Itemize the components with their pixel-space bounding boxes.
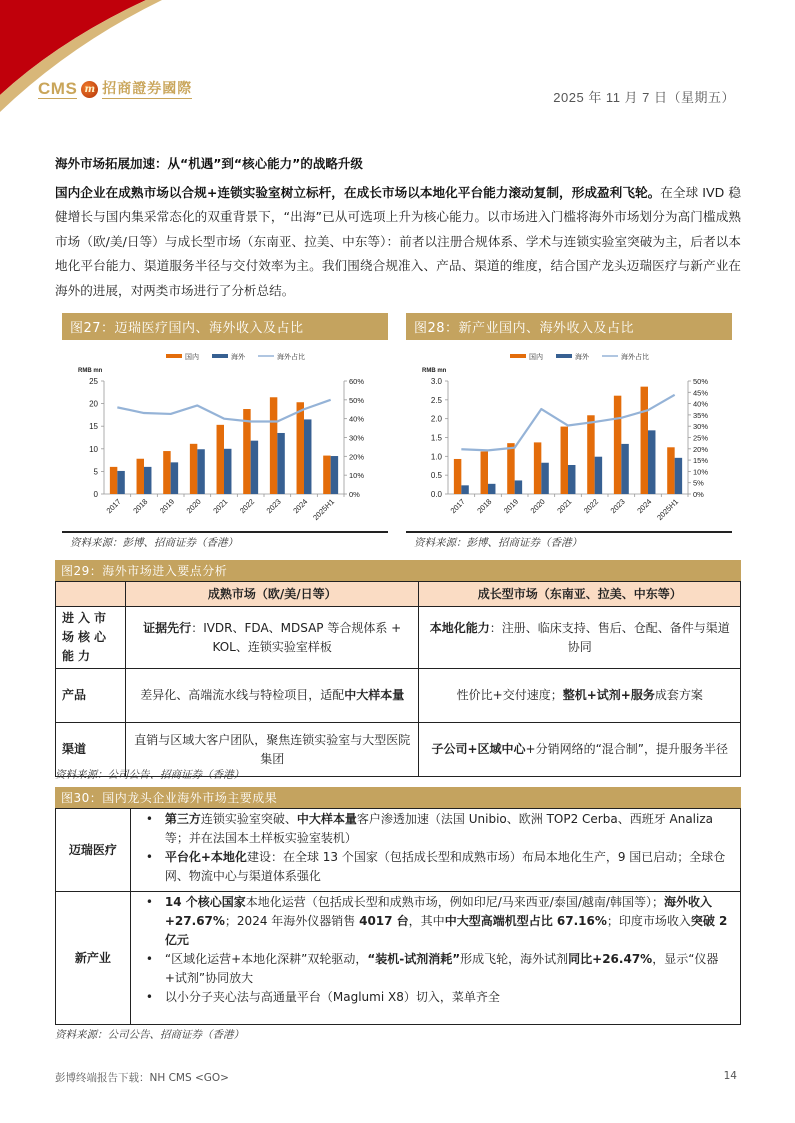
- svg-text:20%: 20%: [349, 452, 365, 462]
- svg-text:3.0: 3.0: [430, 377, 442, 386]
- cell-bold: 本地化能力: [429, 620, 490, 635]
- svg-text:60%: 60%: [349, 377, 365, 386]
- report-date: 2025 年 11 月 7 日（星期五）: [553, 90, 735, 105]
- cell-text: 成套方案: [654, 688, 703, 702]
- table-header-row: [56, 582, 741, 607]
- bold-text: 同比+26.47%: [568, 952, 653, 966]
- svg-text:海外: 海外: [231, 354, 245, 361]
- svg-text:10%: 10%: [693, 467, 709, 477]
- svg-text:海外: 海外: [575, 354, 589, 361]
- cell-text: 性价比+交付速度；: [456, 688, 563, 702]
- logo-cms-text: CMS: [38, 78, 78, 98]
- figure-28-source: 资料来源：彭博、招商证券（香港）: [414, 537, 582, 549]
- footer-bloomberg-note: 彭博终端报告下载：NH CMS <GO>: [55, 1072, 229, 1084]
- svg-text:0%: 0%: [349, 490, 360, 499]
- bullet-list: [131, 892, 740, 1007]
- market-entry-table: [55, 581, 741, 777]
- svg-text:2021: 2021: [211, 497, 230, 516]
- cell-text: 差异化、高端流水线与特检项目，适配: [140, 688, 345, 702]
- svg-text:25%: 25%: [693, 433, 709, 443]
- bullet-list: [131, 809, 740, 886]
- svg-text:0.5: 0.5: [430, 471, 442, 481]
- bullet-item: [143, 950, 730, 988]
- svg-text:2023: 2023: [264, 497, 283, 516]
- table-row: [56, 892, 741, 1025]
- text: ，显示“仪器+试剂”协同放大: [164, 952, 719, 985]
- logo-badge-icon: m: [81, 81, 98, 98]
- svg-text:2023: 2023: [608, 497, 627, 516]
- text: ；印度市场收入: [606, 914, 691, 928]
- svg-text:2.0: 2.0: [430, 414, 442, 424]
- svg-text:15%: 15%: [693, 456, 709, 466]
- svg-text:0: 0: [93, 490, 98, 499]
- svg-text:20%: 20%: [693, 444, 709, 454]
- svg-text:40%: 40%: [693, 399, 709, 409]
- bold-text: “装机-试剂消耗”: [367, 952, 461, 966]
- svg-text:国内: 国内: [529, 354, 543, 361]
- svg-text:2025H1: 2025H1: [311, 497, 337, 522]
- svg-text:海外占比: 海外占比: [277, 354, 305, 361]
- svg-text:50%: 50%: [349, 395, 365, 405]
- figure-27-title: 图27：迈瑞医疗国内、海外收入及占比: [62, 313, 388, 340]
- svg-text:2021: 2021: [555, 497, 574, 516]
- figure-27-source: 资料来源：彭博、招商证券（香港）: [70, 537, 238, 549]
- figure-30-source: 资料来源：公司公告、招商证券（香港）: [55, 1029, 244, 1041]
- svg-text:2022: 2022: [237, 497, 257, 516]
- svg-text:45%: 45%: [693, 388, 709, 398]
- svg-text:10: 10: [89, 444, 98, 454]
- svg-text:5: 5: [93, 467, 98, 477]
- section-title: 海外市场拓展加速：从“机遇”到“核心能力”的战略升级: [55, 156, 363, 171]
- text: “区域化运营+本地化深耕”双轮驱动，: [164, 952, 368, 966]
- text: ，其中: [408, 914, 445, 928]
- intro-paragraph: [55, 181, 741, 303]
- bold-text: 突破 2 亿元: [164, 914, 728, 947]
- cell-bold: 中大样本量: [344, 688, 405, 702]
- svg-text:1.5: 1.5: [430, 433, 442, 443]
- source-divider: [62, 531, 388, 533]
- cell-text: ：注册、临床支持、售后、仓配、备件与渠道协同: [489, 620, 730, 654]
- row-label: 渠道: [56, 723, 126, 777]
- table-cell: [419, 723, 741, 777]
- bullet-item: [143, 988, 730, 1007]
- svg-text:5%: 5%: [693, 478, 704, 488]
- svg-text:2025H1: 2025H1: [655, 497, 681, 522]
- svg-text:10%: 10%: [349, 471, 365, 481]
- svg-text:2020: 2020: [528, 497, 547, 516]
- table-cell: [130, 892, 740, 1025]
- bold-text: 中大样本量: [296, 812, 357, 826]
- cell-text: ：IVDR、FDA、MDSAP 等合规体系 + KOL、连锁实验室样板: [191, 620, 402, 654]
- logo-chinese-text: 招商證券國際: [102, 80, 193, 97]
- row-label: 进入市场核心能力: [56, 607, 126, 669]
- bold-text: 4017 台: [359, 914, 409, 928]
- svg-text:2024: 2024: [291, 497, 310, 516]
- table-cell: [419, 669, 741, 723]
- bullet-item: [143, 893, 730, 950]
- bold-text: 中大型高端机型占比 67.16%: [444, 914, 607, 928]
- svg-text:30%: 30%: [693, 422, 709, 432]
- svg-text:15: 15: [89, 422, 98, 432]
- overseas-results-table: [55, 808, 741, 1025]
- svg-text:2017: 2017: [448, 497, 467, 516]
- svg-text:2019: 2019: [501, 497, 521, 516]
- svg-text:2018: 2018: [131, 497, 150, 516]
- cell-text: +分销网络的“混合制”，提升服务半径: [525, 742, 729, 756]
- svg-text:国内: 国内: [185, 354, 199, 361]
- text: 形成飞轮，海外试剂: [460, 952, 569, 966]
- svg-text:40%: 40%: [349, 414, 365, 424]
- table-header-cell: 成熟市场（欧/美/日等）: [125, 582, 419, 607]
- text: ；2024 年海外仪器销售: [224, 914, 360, 928]
- table-cell: [125, 669, 419, 723]
- bullet-item: [143, 810, 730, 848]
- text: 本地化运营（包括成长型和成熟市场，例如印尼/马来西亚/泰国/越南/韩国等）；: [245, 895, 664, 909]
- svg-text:2022: 2022: [581, 497, 601, 516]
- svg-text:0.0: 0.0: [430, 490, 442, 499]
- svg-text:1.0: 1.0: [430, 452, 442, 462]
- cell-bold: 子公司+区域中心: [431, 742, 526, 756]
- text: 建设：在全球 13 个国家（包括成长型和成熟市场）布局本地化生产，9 国已启动；全球仓网、物流中心与渠道体系强化: [164, 850, 726, 883]
- figure-29-title: 图29：海外市场进入要点分析: [55, 560, 741, 581]
- svg-text:2.5: 2.5: [430, 395, 442, 405]
- svg-text:50%: 50%: [693, 377, 709, 386]
- svg-text:2017: 2017: [104, 497, 123, 516]
- table-header-cell: [56, 582, 126, 607]
- figure-29-source: 资料来源：公司公告、招商证券（香港）: [55, 769, 244, 781]
- table-cell: [125, 607, 419, 669]
- svg-text:35%: 35%: [693, 410, 709, 420]
- svg-text:30%: 30%: [349, 433, 365, 443]
- para-body: 在全球 IVD 稳健增长与国内集采常态化的双重背景下，“出海”已从可选项上升为核心能力。以市场进入门槛将海外市场划分为高门槛成熟市场（欧/美/日等）与成长型市场（东南亚、拉美、中东等）：前者以注册合规体系、学术与连锁实验室突破为主，后者以本地化平台能力、渠道服务半径与交付效率为主。我们围绕合规准入、产品、渠道的维度，结合国产龙头迈瑞医疗与新产业在海外的进展，对两类市场进行了分析总结。: [55, 185, 741, 298]
- header-curve-decoration: [0, 0, 460, 130]
- para-bold-lead: 国内企业在成熟市场以合规+连锁实验室树立标杆，在成长市场以本地化平台能力滚动复制，形成盈利飞轮。: [55, 185, 661, 200]
- svg-text:RMB mn: RMB mn: [78, 368, 103, 374]
- text: 以小分子夹心法与高通量平台（Maglumi X8）切入，菜单齐全: [164, 990, 500, 1004]
- svg-text:RMB mn: RMB mn: [422, 368, 447, 374]
- table-row: [56, 669, 741, 723]
- figure-28-chart: [406, 340, 732, 530]
- row-label: 迈瑞医疗: [56, 809, 131, 892]
- text: 连锁实验室突破、: [200, 812, 297, 826]
- svg-text:2018: 2018: [475, 497, 494, 516]
- svg-text:2020: 2020: [184, 497, 203, 516]
- svg-text:0%: 0%: [693, 490, 704, 499]
- svg-text:2019: 2019: [157, 497, 177, 516]
- table-header-cell: 成长型市场（东南亚、拉美、中东等）: [419, 582, 741, 607]
- bold-text: 平台化+本地化: [164, 850, 247, 864]
- page-number: 14: [723, 1070, 737, 1082]
- svg-text:2024: 2024: [635, 497, 654, 516]
- table-row: [56, 607, 741, 669]
- bold-text: 14 个核心国家: [164, 895, 246, 909]
- row-label: 产品: [56, 669, 126, 723]
- row-label: 新产业: [56, 892, 131, 1025]
- bullet-item: [143, 848, 730, 886]
- figure-30-title: 图30：国内龙头企业海外市场主要成果: [55, 787, 741, 808]
- text: 客户渗透加速（法国 Unibio、欧洲 TOP2 Cerba、西班牙 Analiza 等；并在法国本土样板实验室装机）: [164, 812, 713, 845]
- bold-text: 第三方: [164, 812, 201, 826]
- company-logo: [38, 78, 192, 100]
- cell-text: 直销与区域大客户团队，聚焦连锁实验室与大型医院集团: [134, 732, 411, 766]
- figure-27-chart: [62, 340, 388, 530]
- table-cell: [130, 809, 740, 892]
- table-row: [56, 809, 741, 892]
- figure-28-title: 图28：新产业国内、海外收入及占比: [406, 313, 732, 340]
- source-divider: [406, 531, 732, 533]
- cell-bold: 整机+试剂+服务: [562, 688, 655, 702]
- bold-text: 海外收入+27.67%: [164, 895, 712, 928]
- table-cell: [419, 607, 741, 669]
- svg-text:海外占比: 海外占比: [621, 354, 649, 361]
- cell-bold: 证据先行: [143, 620, 192, 635]
- svg-text:25: 25: [89, 377, 98, 386]
- svg-text:20: 20: [89, 399, 98, 409]
